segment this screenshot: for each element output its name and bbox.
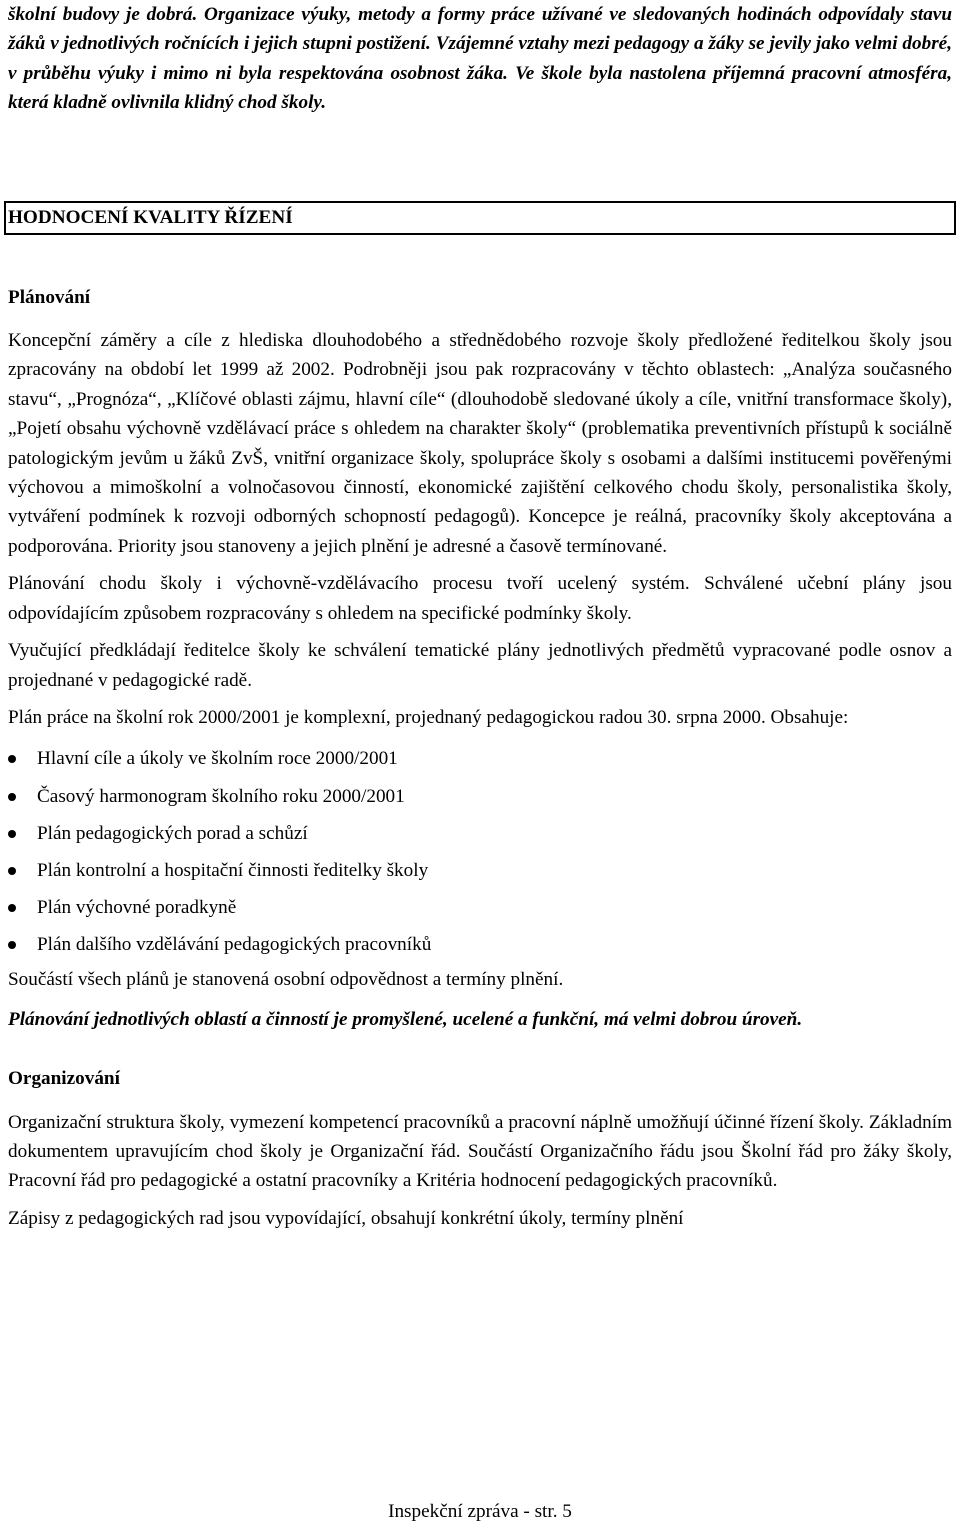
list-item-text: Časový harmonogram školního roku 2000/2001 [37,785,405,807]
intro-paragraph: školní budovy je dobrá. Organizace výuky, metody a formy práce užívané ve sledovaných hodinách odpovídaly stavu žáků v jednotlivých ročnících i jejich stupni postižení. Vzájemné vztahy mezi pedagogy a žáky se jevily jako velmi dobré, v průběhu výuky i mimo ni byla respektována osobnost žáka. Ve škole byla nastolena příjemná pracovní atmosféra, která kladně ovlivnila klidný chod školy. [8,4,952,114]
bullet-icon [8,830,16,838]
planovani-paragraph-1: Koncepční záměry a cíle z hlediska dlouhodobého a střednědobého rozvoje školy předložené ředitelkou školy jsou zpracovány na období let 1999 až 2002. Podrobněji jsou pak rozpracovány v těchto oblastech: „Analýza současného stavu“, „Prognóza“, „Klíčové oblasti zájmu, hlavní cíle“ (dlouhodobě sledované úkoly a cíle, vnitřní transformace školy), „Pojetí obsahu výchovně vzdělávací práce s ohledem na charakter školy“ (problematika preventivních přístupů k sociálně patologickým jevům u žáků ZvŠ, vnitřní organizace školy, spolupráce školy s osobami a dalšími institucemi pověřenými výchovou a mimoškolní a volnočasovou činností, ekonomické zajištění celkového chodu školy, personalistika školy, vytváření podmínek k rozvoji odborných schopností pedagogů). Koncepce je reálná, pracovníky školy akceptována a podporována. Priority jsou stanoveny a jejich plnění je adresné a časově termínované. [8,330,952,557]
document-page [8,0,952,1233]
list-item [8,744,952,781]
planovani-paragraph-5: Součástí všech plánů je stanovená osobní odpovědnost a termíny plnění. [8,969,564,991]
list-item [8,930,952,967]
organizovani-paragraph-2: Zápisy z pedagogických rad jsou vypovídající, obsahují konkrétní úkoly, termíny plnění [8,1207,684,1229]
list-item [8,856,952,893]
section-title: HODNOCENÍ KVALITY ŘÍZENÍ [8,206,293,228]
planovani-conclusion: Plánování jednotlivých oblastí a činností je promyšlené, ucelené a funkční, má velmi dobrou úroveň. [8,1008,803,1030]
bullet-icon [8,941,16,949]
list-item [8,819,952,856]
plan-list [8,744,952,967]
planovani-paragraph-3: Vyučující předkládají ředitelce školy ke schválení tematické plány jednotlivých předmětů vypracované podle osnov a projednané v pedagogické radě. [8,640,952,691]
list-item-text: Plán kontrolní a hospitační činnosti ředitelky školy [37,859,429,881]
list-item [8,893,952,930]
footer-text: Inspekční zpráva - str. 5 [388,1501,572,1522]
page-footer [0,1500,960,1524]
planovani-paragraph-4: Plán práce na školní rok 2000/2001 je komplexní, projednaný pedagogickou radou 30. srpna 2000. Obsahuje: [8,706,849,728]
bullet-icon [8,755,16,763]
section-title-box [4,201,956,235]
heading-planovani: Plánování [8,286,91,308]
bullet-icon [8,904,16,912]
organizovani-paragraph-1: Organizační struktura školy, vymezení kompetencí pracovníků a pracovní náplně umožňují účinné řízení školy. Základním dokumentem upravujícím chod školy je Organizační řád. Součástí Organizačního řádu jsou Školní řád pro žáky školy, Pracovní řád pro pedagogické a ostatní pracovníky a Kritéria hodnocení pedagogických pracovníků. [8,1111,952,1192]
list-item-text: Plán pedagogických porad a schůzí [37,822,308,844]
bullet-icon [8,793,16,801]
list-item-text: Plán výchovné poradkyně [37,897,237,919]
list-item-text: Plán dalšího vzdělávání pedagogických pracovníků [37,934,432,956]
bullet-icon [8,867,16,875]
planovani-paragraph-2: Plánování chodu školy i výchovně-vzdělávacího procesu tvoří ucelený systém. Schválené učební plány jsou odpovídajícím způsobem rozpracovány s ohledem na specifické podmínky školy. [8,573,952,624]
heading-organizovani: Organizování [8,1068,120,1090]
list-item-text: Hlavní cíle a úkoly ve školním roce 2000/2001 [37,748,398,770]
list-item [8,782,952,819]
